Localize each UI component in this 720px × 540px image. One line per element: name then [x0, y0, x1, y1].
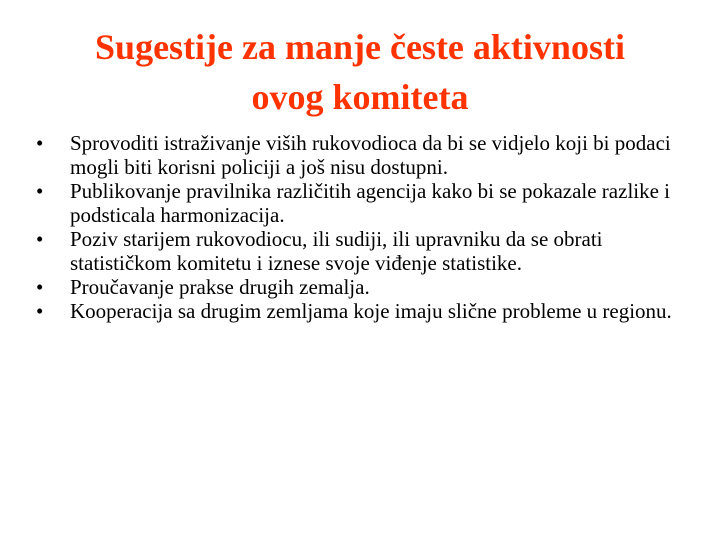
- bullet-dot: •: [36, 131, 44, 155]
- bullet-dot: •: [36, 299, 44, 323]
- slide-title-line-1: Sugestije za manje česte aktivnosti: [95, 27, 625, 67]
- bullet-text: Publikovanje pravilnika različitih agencija kako bi se pokazale razlike i podsticala harmonizacija.: [70, 179, 671, 227]
- bullet-item: [36, 299, 686, 323]
- bullet-dot: •: [36, 227, 44, 251]
- bullet-list: [36, 131, 686, 323]
- slide-title: [40, 22, 680, 122]
- bullet-item: [36, 275, 686, 299]
- bullet-item: [36, 227, 686, 275]
- slide-title-line-2: ovog komiteta: [251, 77, 469, 117]
- bullet-text: Proučavanje prakse drugih zemalja.: [70, 275, 370, 299]
- bullet-dot: •: [36, 275, 44, 299]
- bullet-text: Sprovoditi istraživanje viših rukovodioca da bi se vidjelo koji bi podaci mogli biti korisni policiji a još nisu dostupni.: [70, 131, 671, 179]
- bullet-item: [36, 179, 686, 227]
- bullet-item: [36, 131, 686, 179]
- bullet-text: Kooperacija sa drugim zemljama koje imaju slične probleme u regionu.: [70, 299, 672, 323]
- bullet-text: Poziv starijem rukovodiocu, ili sudiji, ili upravniku da se obrati statističkom komitetu i iznese svoje viđenje statistike.: [70, 227, 603, 275]
- bullet-dot: •: [36, 179, 44, 203]
